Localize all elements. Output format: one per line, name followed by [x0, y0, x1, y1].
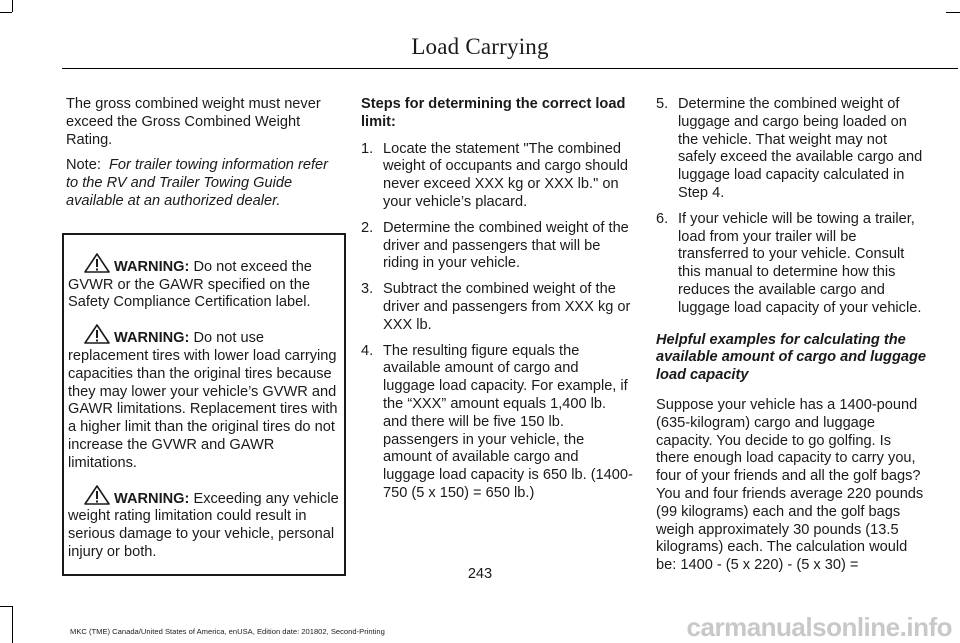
column-2 [361, 96, 633, 511]
warning-text: Exceeding any vehicle weight rating limitation could result in serious damage to your vehicle, personal injury or both. [68, 490, 339, 560]
steps-list [361, 141, 633, 503]
crop-mark-bottom-left-v [12, 606, 13, 643]
step-text: Locate the statement "The combined weight of occupants and cargo should never exceed XXX kg or XXX lb." on your vehicle’s placard. [383, 140, 629, 210]
steps-heading: Steps for determining the correct load limit: [361, 96, 626, 130]
example-paragraph: Suppose your vehicle has a 1400-pound (635-kilogram) cargo and luggage capacity. You decide to go golfing. Is there enough load capacity to carry you, four of your friends and all the golf bags? You and four friends average 220 pounds (99 kilograms) each and the golf bags weigh approximately 30 pounds (13.5 kilograms) each. The calculation would be: 1400 - (5 x 220) - (5 x 30) = [656, 396, 924, 574]
header-rule [62, 68, 958, 69]
step-text: Determine the combined weight of the driver and passengers that will be riding in your vehicle. [383, 219, 629, 272]
warning-text: Do not use replacement tires with lower load carrying capacities than the original tires because they may lower your vehicle’s GVWR and GAWR limitations. Replacement tires with a higher limit than the original tires do not increase the GVWR and GAWR limitations. [68, 330, 338, 471]
column-1 [66, 96, 344, 576]
step-number: 3. [361, 281, 374, 298]
examples-heading: Helpful examples for calculating the available amount of cargo and luggage load capacity [656, 331, 927, 384]
warning-label: WARNING: [114, 490, 190, 507]
list-item [361, 281, 633, 334]
warnings-box [62, 233, 346, 576]
note-text: For trailer towing information refer to the RV and Trailer Towing Guide available at an authorized dealer. [66, 157, 328, 209]
edition-footer: MKC (TME) Canada/United States of America, enUSA, Edition date: 201802, Second-Printing [70, 627, 385, 636]
warning-1 [68, 253, 344, 312]
intro-paragraph: The gross combined weight must never exceed the Gross Combined Weight Rating. [66, 96, 321, 148]
list-item [361, 220, 633, 273]
step-number: 1. [361, 140, 374, 157]
warning-triangle-icon [84, 253, 110, 273]
warning-text: Do not exceed the GVWR or the GAWR specified on the Safety Compliance Certification label. [68, 258, 312, 311]
crop-mark-bottom-left-h [0, 606, 12, 607]
column-3 [656, 96, 928, 583]
watermark: carmanualsonline.info [686, 612, 952, 642]
step-text: Subtract the combined weight of the driver and passengers from XXX kg or XXX lb. [383, 281, 631, 333]
step-number: 2. [361, 219, 374, 236]
step-number: 5. [656, 96, 669, 112]
list-item [656, 211, 928, 318]
crop-mark-top-right-h [946, 12, 960, 13]
warning-2 [68, 324, 344, 472]
step-text: The resulting figure equals the available amount of cargo and luggage load capacity. For example, if the “XXX” amount equals 1,400 lb. and there will be five 150 lb. passengers in your vehicle, the amount of available cargo and luggage load capacity is 650 lb. (1400-750 (5 x 150) = 650 lb.) [383, 342, 633, 501]
warning-3 [68, 485, 344, 562]
warning-triangle-icon [84, 485, 110, 505]
step-text: Determine the combined weight of luggage and cargo being loaded on the vehicle. That weight may not safely exceed the available cargo and luggage load capacity calculated in Step 4. [678, 96, 923, 201]
warning-label: WARNING: [114, 330, 190, 347]
section-title: Load Carrying [411, 34, 549, 59]
step-number: 4. [361, 342, 374, 359]
list-item [656, 96, 928, 203]
note-label: Note: [66, 157, 101, 174]
crop-mark-top-left-h [0, 12, 12, 13]
note-paragraph [66, 157, 344, 210]
steps-list-continued [656, 96, 928, 318]
page-number: 243 [467, 566, 493, 582]
warning-triangle-icon [84, 324, 110, 344]
list-item [361, 343, 633, 503]
list-item [361, 141, 633, 212]
crop-mark-top-left-v [12, 0, 13, 12]
warning-label: WARNING: [114, 258, 190, 275]
step-number: 6. [656, 210, 669, 227]
step-text: If your vehicle will be towing a trailer, load from your trailer will be transferred to your vehicle. Consult this manual to determine how this reduces the available cargo and luggage load capacity of your vehicle. [678, 210, 922, 316]
